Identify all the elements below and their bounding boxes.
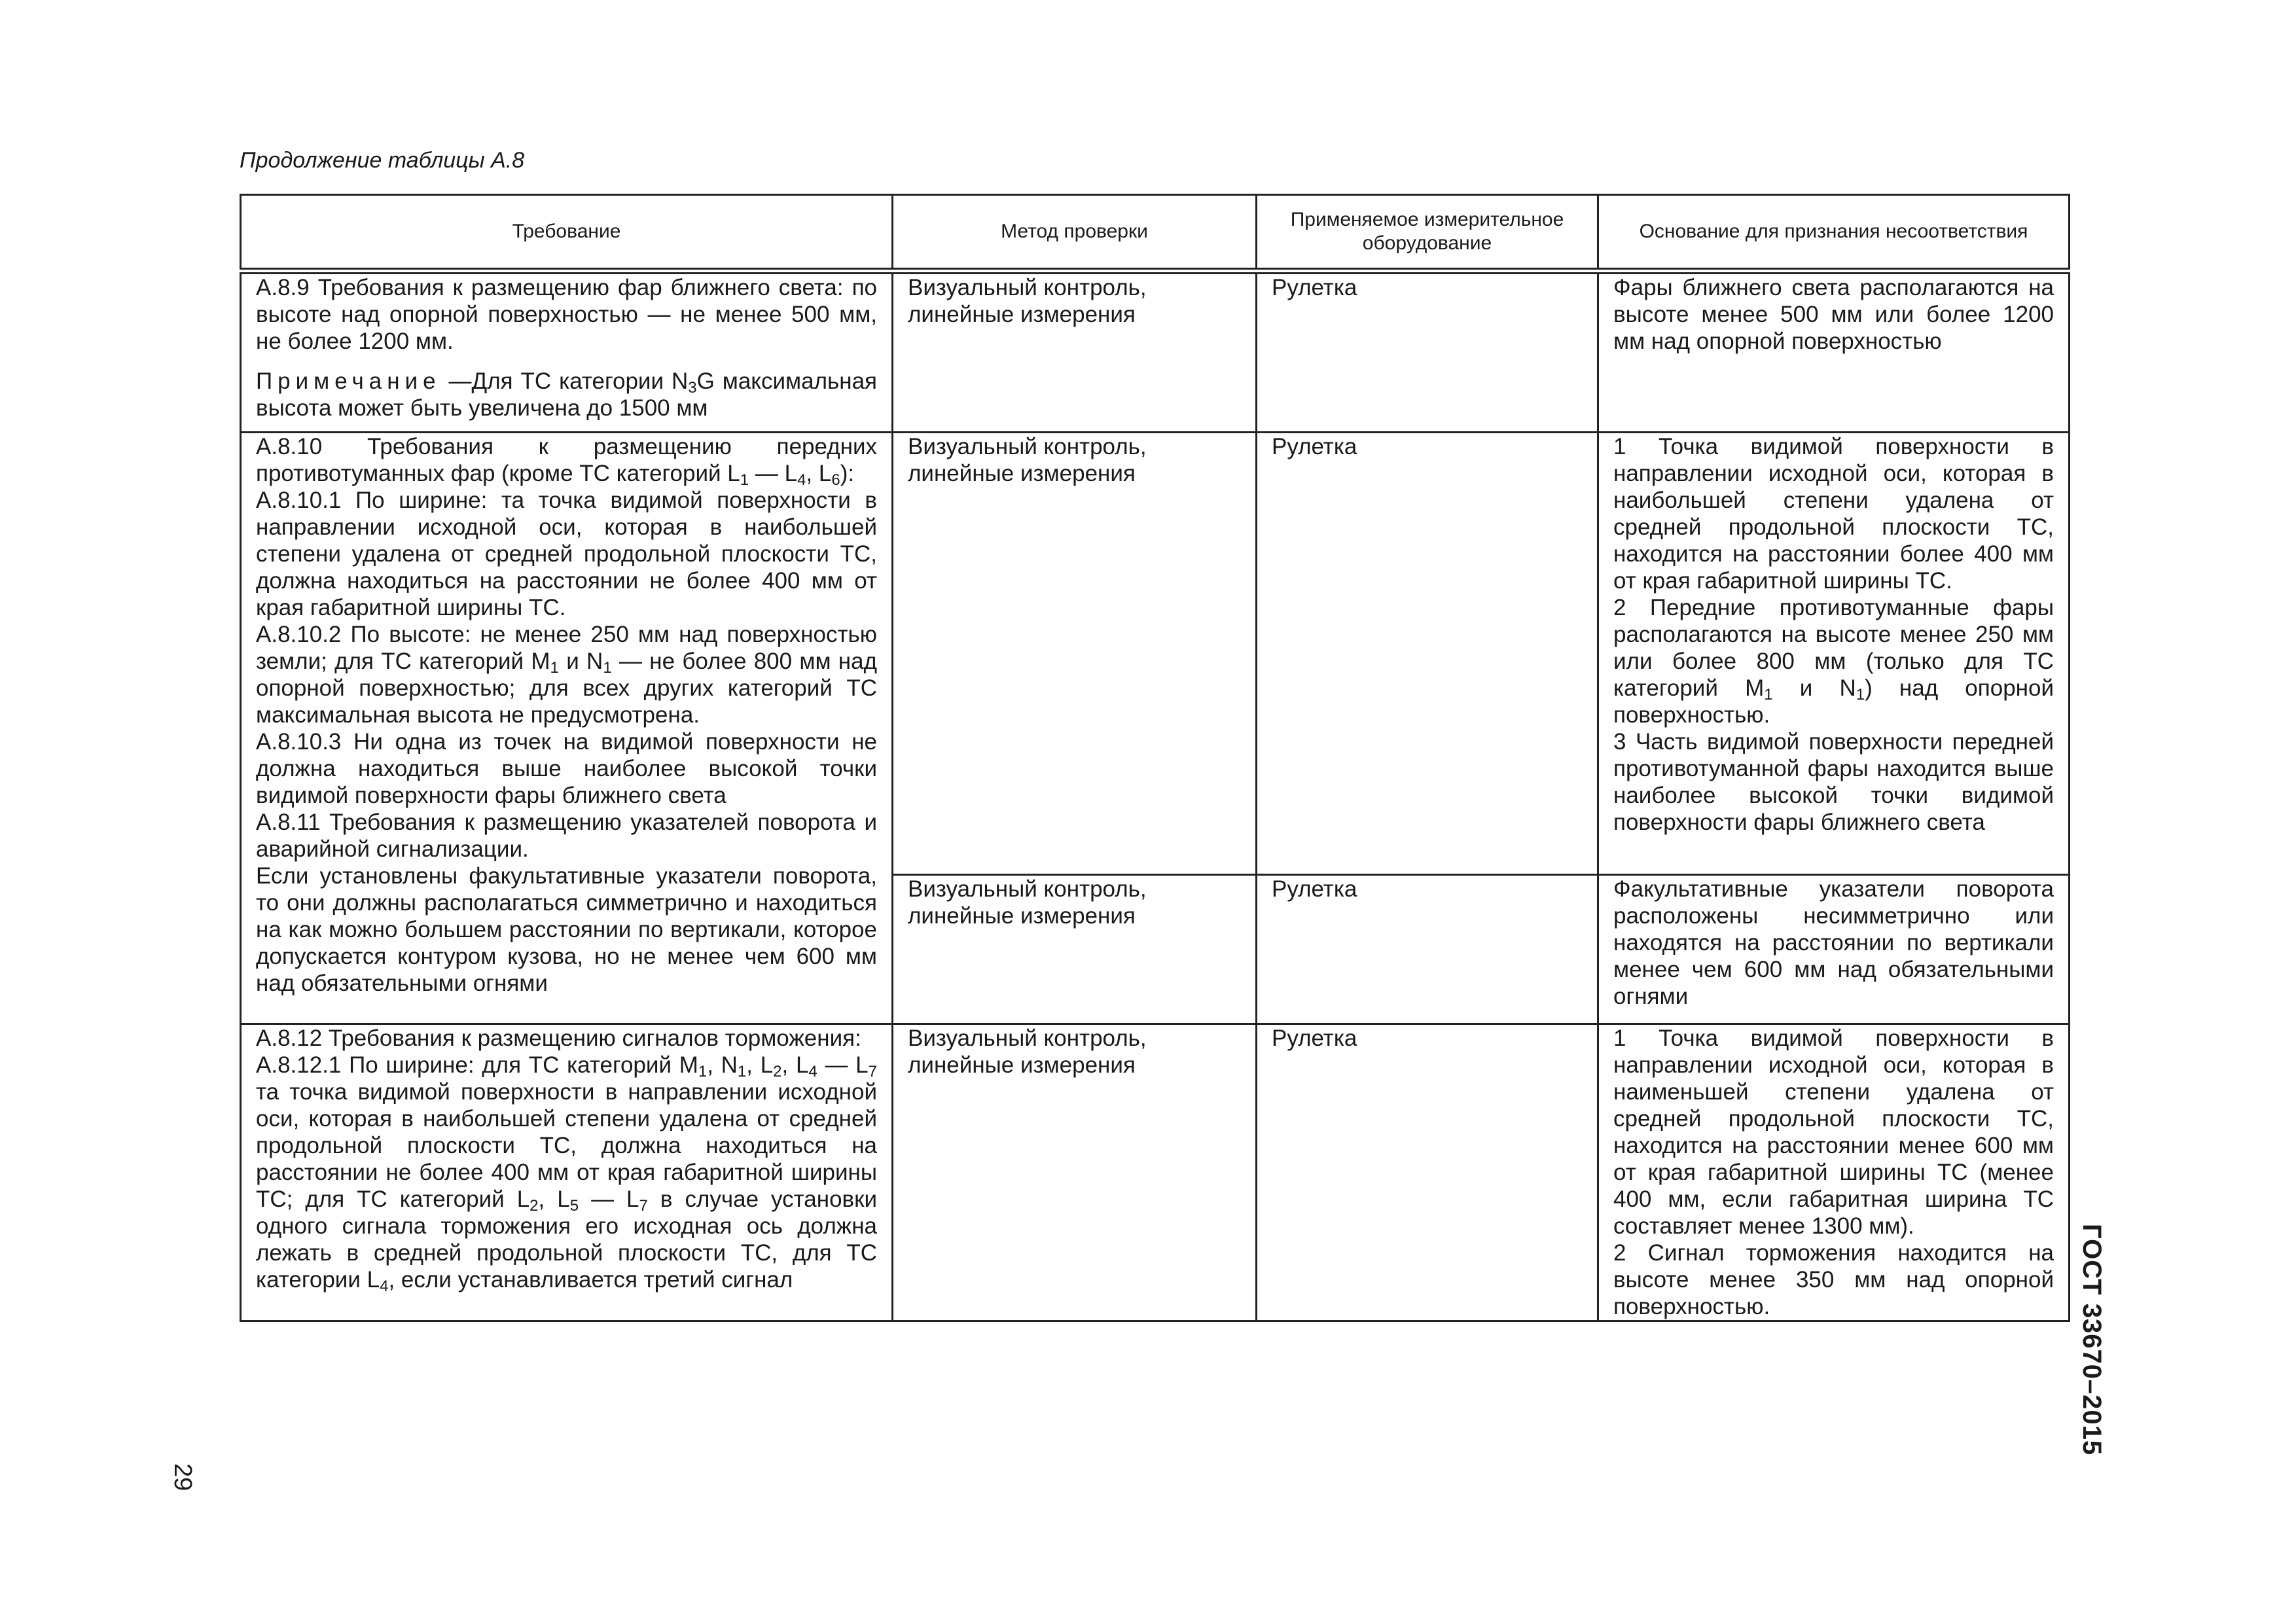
requirement-cell: А.8.12 Требования к размещению сигналов торможения: А.8.12.1 По ширине: для ТС категорий $M_1$, $N_1$, $L_2$, $L_4$ — $L_7$ та точка видимой поверхности в направлении исходной оси, которая в наибольшей степени удалена от средней продольной плоскости ТС, должна находиться на расстоянии не более 400 мм от края габаритной ширины ТС; для ТС категорий $L_2$, $L_5$ — $L_7$ в случае установки одного сигнала торможения его исходная ось должна лежать в средней продольной плоскости ТС, для ТС категории $L_4$, если устанавливается третий сигнал: [241, 1024, 893, 1321]
requirement-cell: А.8.10 Требования к размещению передних противотуманных фар (кроме ТС категорий $L_1$ — $L_4$, $L_6$): А.8.10.1 По ширине: та точка видимой поверхности в направлении исходной оси, которая в наибольшей степени удалена от средней продольной плоскости ТС, должна находиться на расстоянии не более 400 мм от края габаритной ширины ТС. А.8.10.2 По высоте: не менее 250 мм над поверхностью земли; для ТС категорий $M_1$ и $N_1$ — не более 800 мм над опорной поверхностью; для всех других категорий ТС максимальная высота не предусмотрена. А.8.10.3 Ни одна из точек на видимой поверхности не должна находиться выше наиболее высокой точки видимой поверхности фары ближнего света А.8.11 Требования к размещению указателей поворота и аварийной сигнализации. Если установлены факультативные указатели поворота, то они должны располагаться симметрично и находиться на как можно большем расстоянии по вертикали, которое допускается контуром кузова, но не менее чем 600 мм над обязательными огнями: [241, 433, 893, 1024]
table-caption: Продолжение таблицы А.8: [240, 148, 525, 173]
table-header-row: [241, 195, 2070, 272]
page-number: 29: [169, 1463, 196, 1491]
requirements-table: [240, 194, 2070, 1322]
basis-cell: 1 Точка видимой поверхности в направлении исходной оси, которая в наименьшей степени удалена от средней продольной плоскости ТС, находится на расстоянии менее 600 мм от края габаритной ширины ТС (менее 400 мм, если габаритная ширина ТС составляет менее 1300 мм). 2 Сигнал торможения находится на высоте менее 350 мм над опорной поверхностью.: [1598, 1024, 2070, 1321]
header-equipment: Применяемое измерительное оборудование: [1257, 195, 1598, 272]
method-cell: Визуальный контроль, линейные измерения: [893, 1024, 1257, 1321]
header-requirement: Требование: [241, 195, 893, 272]
basis-cell: Фары ближнего света располагаются на высоте менее 500 мм или более 1200 мм над опорной поверхностью: [1598, 271, 2070, 433]
equipment-cell: Рулетка: [1257, 271, 1598, 433]
equipment-cell: Рулетка: [1257, 1024, 1598, 1321]
requirement-cell: [241, 271, 893, 433]
method-cell: Визуальный контроль, линейные измерения: [893, 271, 1257, 433]
equipment-cell: Рулетка: [1257, 433, 1598, 875]
requirement-text: А.8.9 Требования к размещению фар ближнего света: по высоте над опорной поверхностью — не менее 500 мм, не более 1200 мм.: [256, 275, 877, 354]
table-row: [241, 271, 2070, 433]
header-method: Метод проверки: [893, 195, 1257, 272]
table-row: [241, 1024, 2070, 1321]
method-cell: Визуальный контроль, линейные измерения: [893, 433, 1257, 875]
document-side-title: ГОСТ 33670–2015: [2077, 1224, 2106, 1456]
header-basis: Основание для признания несоответствия: [1598, 195, 2070, 272]
equipment-cell: Рулетка: [1257, 875, 1598, 1024]
basis-cell: Факультативные указатели поворота расположены несимметрично или находятся на расстоянии по вертикали менее чем 600 мм над обязательными огнями: [1598, 875, 2070, 1024]
table-row: [241, 433, 2070, 875]
note-text: Примечание —Для ТС категории $N_3G$ максимальная высота может быть увеличена до 1500 мм: [256, 368, 877, 421]
basis-cell: 1 Точка видимой поверхности в направлении исходной оси, которая в наибольшей степени удалена от средней продольной плоскости ТС, находится на расстоянии более 400 мм от края габаритной ширины ТС. 2 Передние противотуманные фары располагаются на высоте менее 250 мм или более 800 мм (только для ТС категорий $M_1$ и $N_1$) над опорной поверхностью. 3 Часть видимой поверхности передней противотуманной фары находится выше наиболее высокой точки видимой поверхности фары ближнего света: [1598, 433, 2070, 875]
method-cell: Визуальный контроль, линейные измерения: [893, 875, 1257, 1024]
